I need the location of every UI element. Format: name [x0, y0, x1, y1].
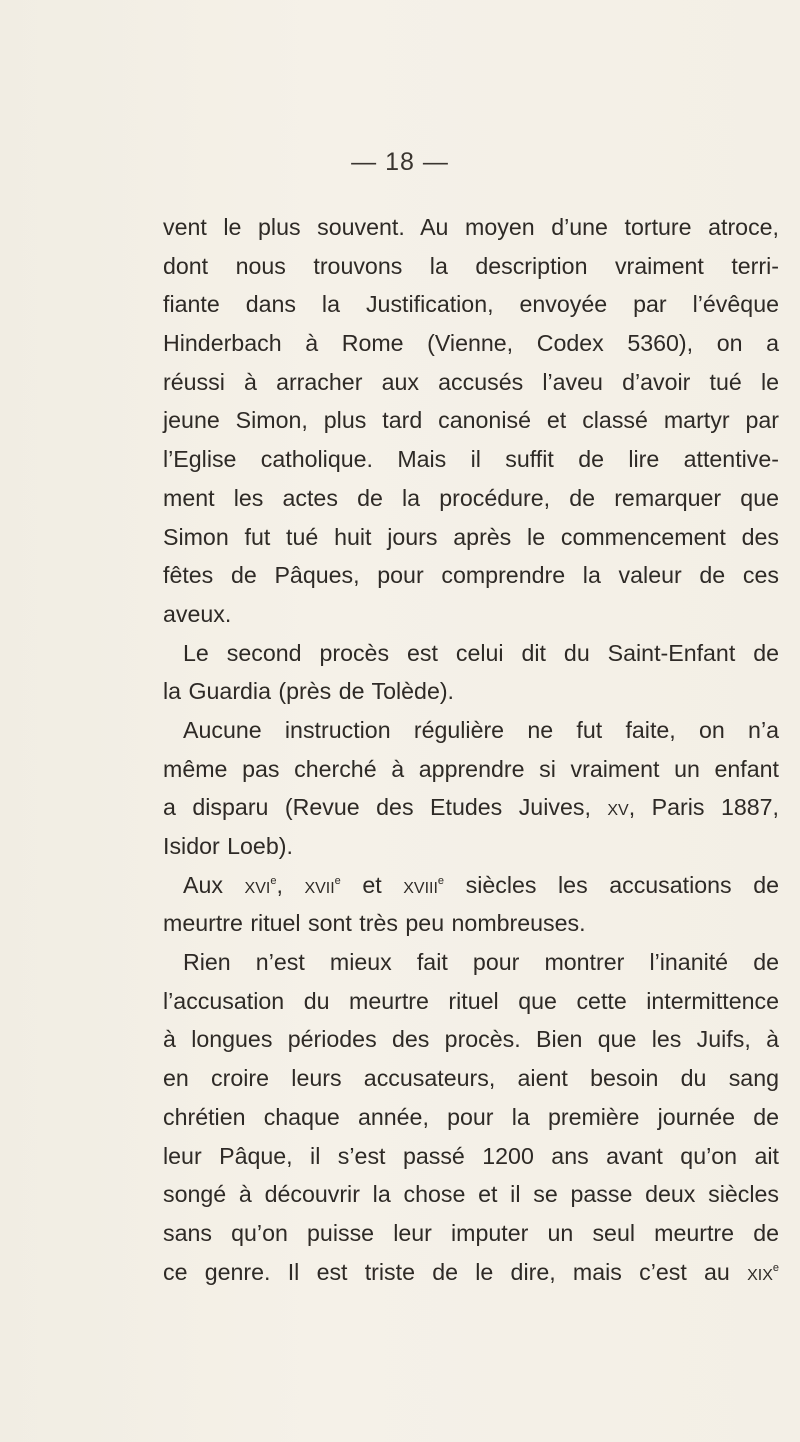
text-line: dont nous trouvons la description vraiment terri- [163, 252, 779, 279]
text-line: ment les actes de la procédure, de remarquer que [163, 484, 779, 511]
text-line: même pas cherché à apprendre si vraiment un enfant [163, 755, 779, 782]
paragraph-start-line: Aux xvi$^e$, xvii$^e$ et xviii$^e$ siècles les accusations de [183, 871, 779, 898]
text-line: la Guardia (près de Tolède). [163, 678, 455, 705]
text-line: Isidor Loeb). [163, 833, 293, 859]
paragraph-start-line: Rien n’est mieux fait pour montrer l’inanité de [183, 949, 779, 976]
text-line: aveux. [163, 600, 232, 627]
text-line: leur Pâque, il s’est passé 1200 ans avant qu’on ait [163, 1142, 779, 1169]
paragraph-start-line: Le second procès est celui dit du Saint-Enfant de [183, 639, 779, 666]
text-line: l’Eglise catholique. Mais il suffit de lire attentive- [163, 446, 779, 473]
text-line: meurtre rituel sont très peu nombreuses. [163, 910, 586, 937]
text-line: l’accusation du meurtre rituel que cette intermittence [163, 987, 779, 1014]
body-text [163, 208, 779, 1291]
text-line: ce genre. Il est triste de le dire, mais c’est au xix$^e$ [163, 1258, 779, 1285]
text-line: jeune Simon, plus tard canonisé et classé martyr par [163, 407, 779, 434]
text-line: sans qu’on puisse leur imputer un seul meurtre de [163, 1219, 779, 1246]
text-line: en croire leurs accusateurs, aient besoin du sang [163, 1065, 779, 1092]
text-line: Simon fut tué huit jours après le commencement des [163, 523, 779, 550]
text-line: à longues périodes des procès. Bien que les Juifs, à [163, 1026, 779, 1053]
text-line: Hinderbach à Rome (Vienne, Codex 5360), on a [163, 330, 779, 357]
text-line: vent le plus souvent. Au moyen d’une torture atroce, [163, 214, 779, 240]
text-line: chrétien chaque année, pour la première journée de [163, 1103, 779, 1130]
paragraph-start-line: Aucune instruction régulière ne fut faite, on n’a [183, 716, 779, 743]
text-line: songé à découvrir la chose et il se passe deux siècles [163, 1181, 779, 1208]
page-number: — 18 — [351, 148, 449, 176]
text-line: fiante dans la Justification, envoyée par l’évêque [163, 291, 779, 318]
text-line: fêtes de Pâques, pour comprendre la valeur de ces [163, 562, 779, 589]
text-line: réussi à arracher aux accusés l’aveu d’avoir tué le [163, 368, 779, 395]
text-line: a disparu (Revue des Etudes Juives, xv, Paris 1887, [163, 794, 779, 821]
